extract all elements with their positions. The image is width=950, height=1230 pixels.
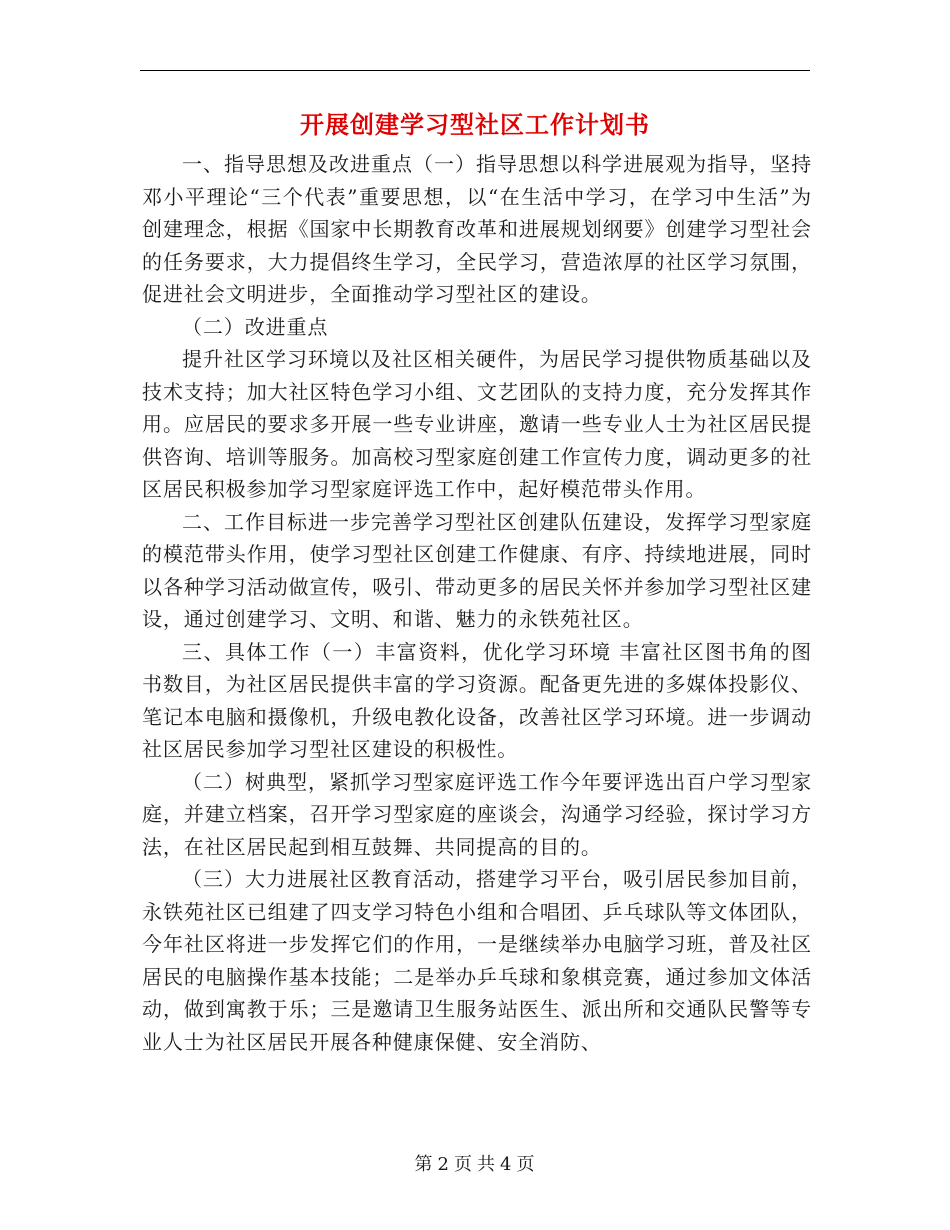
footer-page-suffix: 页 [454,1154,473,1175]
document-title: 开展创建学习型社区工作计划书 [300,110,650,139]
paragraph: 三、具体工作（一）丰富资料，优化学习环境 丰富社区图书角的图书数目，为社区居民提供丰富的学习资源。配备更先进的多媒体投影仪、笔记本电脑和摄像机，升级电教化设备，改善社区学习环境。进一步调动社区居民参加学习型社区建设的积极性。 [142,639,812,761]
page-footer [0,1153,950,1177]
footer-total-pages: 4 [500,1154,513,1175]
paragraph: 一、指导思想及改进重点（一）指导思想以科学进展观为指导，坚持邓小平理论“三个代表”重要思想，以“在生活中学习，在学习中生活”为创建理念，根据《国家中长期教育改革和进展规划纲要》创建学习型社会的任务要求，大力提倡终生学习，全民学习，营造浓厚的社区学习氛围，促进社会文明进步，全面推动学习型社区的建设。 [142,152,812,306]
document-body [142,148,812,1058]
footer-page-number: 2 [437,1154,450,1175]
footer-total-suffix: 页 [516,1154,536,1175]
paragraph: （二）树典型，紧抓学习型家庭评选工作今年要评选出百户学习型家庭，并建立档案，召开学习型家庭的座谈会，沟通学习经验，探讨学习方法，在社区居民起到相互鼓舞、共同提高的目的。 [142,769,812,859]
paragraph: （三）大力进展社区教育活动，搭建学习平台，吸引居民参加目前，永铁苑社区已组建了四支学习特色小组和合唱团、乒乓球队等文体团队，今年社区将进一步发挥它们的作用，一是继续举办电脑学习班，普及社区居民的电脑操作基本技能；二是举办乒乓球和象棋竞赛，通过参加文体活动，做到寓教于乐；三是邀请卫生服务站医生、派出所和交通队民警等专业人士为社区居民开展各种健康保健、安全消防、 [142,867,812,1054]
header-rule [140,70,810,71]
paragraph: 二、工作目标进一步完善学习型社区创建队伍建设，发挥学习型家庭的模范带头作用，使学习型社区创建工作健康、有序、持续地进展，同时以各种学习活动做宣传，吸引、带动更多的居民关怀并参加学习型社区建设，通过创建学习、文明、和谐、魅力的永铁苑社区。 [142,509,812,631]
paragraph: 提升社区学习环境以及社区相关硬件，为居民学习提供物质基础以及技术支持；加大社区特色学习小组、文艺团队的支持力度，充分发挥其作用。应居民的要求多开展一些专业讲座，邀请一些专业人士为社区居民提供咨询、培训等服务。加高校习型家庭创建工作宣传力度，调动更多的社区居民积极参加学习型家庭评选工作中，起好模范带头作用。 [142,347,812,501]
paragraph: （二）改进重点 [182,314,329,339]
footer-prefix: 第 [414,1154,434,1175]
footer-total-prefix: 共 [477,1154,496,1175]
